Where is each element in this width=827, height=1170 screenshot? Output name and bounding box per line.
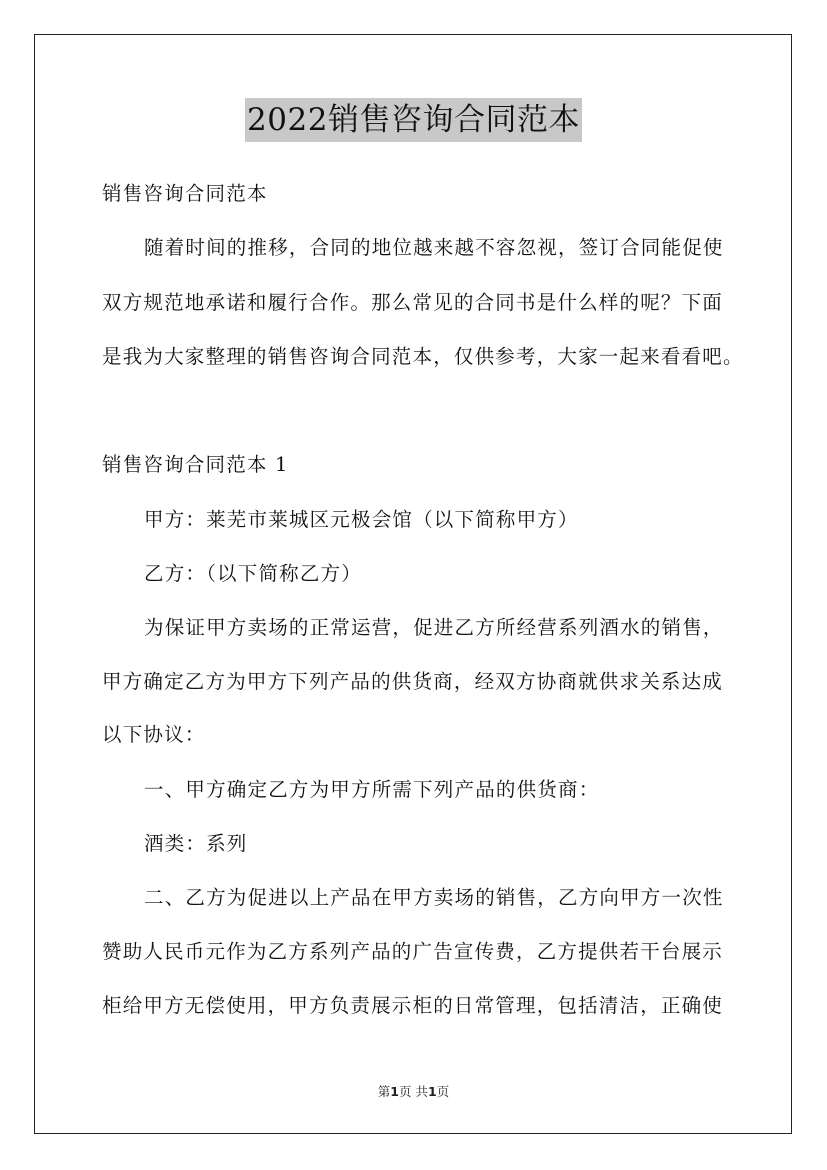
document-title: 2022销售咨询合同范本 — [245, 98, 582, 142]
party-a: 甲方：莱芜市莱城区元极会馆（以下简称甲方） — [144, 508, 579, 531]
body-line: 为保证甲方卖场的正常运营，促进乙方所经营系列酒水的销售， — [144, 616, 724, 639]
footer-mid: 页 共 — [399, 1084, 428, 1099]
page-footer — [0, 1082, 827, 1100]
party-b: 乙方：（以下简称乙方） — [144, 562, 362, 585]
current-page-number: 1 — [390, 1084, 399, 1099]
title-container — [0, 98, 827, 142]
clause-2-line: 柜给甲方无偿使用，甲方负责展示柜的日常管理，包括清洁，正确使 — [102, 994, 724, 1017]
section-heading: 销售咨询合同范本 1 — [102, 453, 289, 476]
intro-line: 随着时间的推移，合同的地位越来越不容忽视，签订合同能促使 — [144, 236, 724, 259]
subtitle: 销售咨询合同范本 — [102, 182, 268, 205]
clause-2-line: 二、乙方为促进以上产品在甲方卖场的销售，乙方向甲方一次性 — [144, 886, 724, 909]
total-page-number: 1 — [427, 1084, 437, 1099]
footer-suffix: 页 — [436, 1084, 450, 1099]
body-line: 以下协议： — [102, 723, 206, 746]
footer-prefix: 第 — [377, 1084, 391, 1099]
intro-line: 是我为大家整理的销售咨询合同范本，仅供参考，大家一起来看看吧。 — [102, 345, 744, 368]
clause-2-line: 赞助人民币元作为乙方系列产品的广告宣传费，乙方提供若干台展示 — [102, 940, 724, 963]
intro-line: 双方规范地承诺和履行合作。那么常见的合同书是什么样的呢？下面 — [102, 291, 724, 314]
wine-line: 酒类：系列 — [144, 832, 248, 855]
body-line: 甲方确定乙方为甲方下列产品的供货商，经双方协商就供求关系达成 — [102, 670, 724, 693]
clause-1: 一、甲方确定乙方为甲方所需下列产品的供货商： — [144, 778, 600, 801]
